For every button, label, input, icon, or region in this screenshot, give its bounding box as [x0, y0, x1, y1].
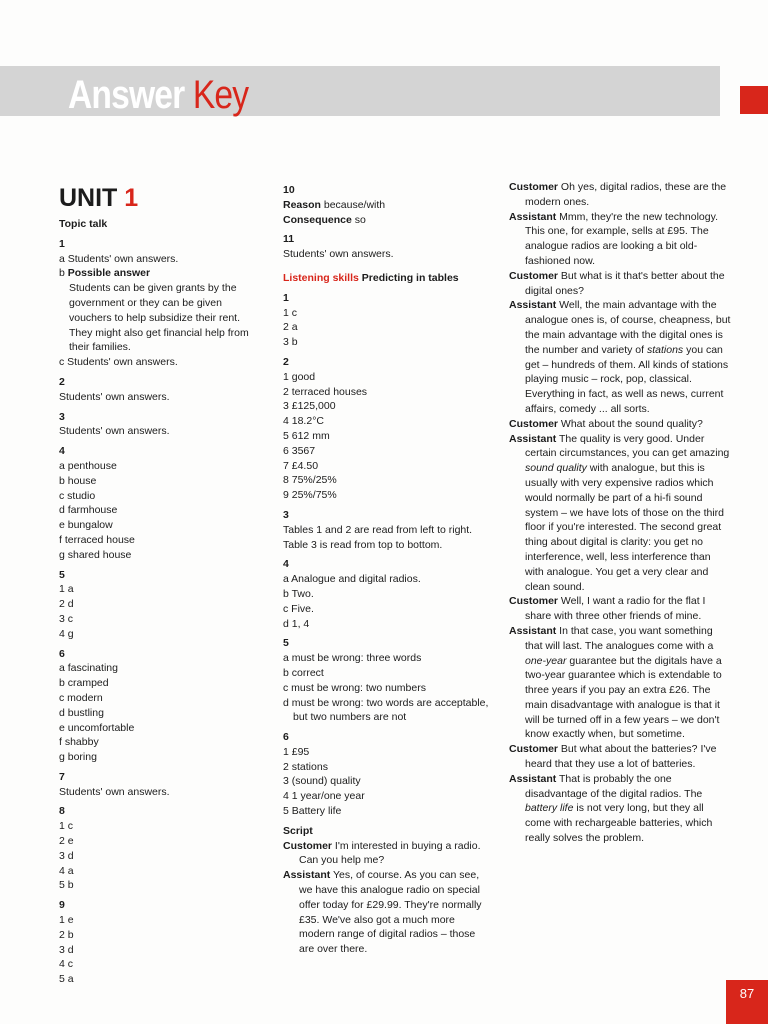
column-2	[283, 183, 493, 957]
q1-b-prefix: b	[59, 267, 65, 280]
q8-number: 8	[59, 805, 65, 818]
script-paragraph	[509, 742, 731, 772]
list-item: 4 c	[59, 958, 74, 971]
speaker-label: Assistant	[509, 432, 557, 445]
list-item: 8 75%/25%	[283, 474, 337, 487]
q11-text: Students' own answers.	[283, 248, 394, 261]
title-word-key: Key	[192, 73, 249, 117]
column-1	[59, 183, 264, 987]
q3-number: 3	[59, 410, 65, 423]
speaker-label: Assistant	[509, 210, 557, 223]
q7-number: 7	[59, 770, 65, 783]
speaker-label: Customer	[509, 269, 559, 282]
list-item: 4 a	[59, 864, 74, 877]
script-paragraph	[509, 180, 731, 210]
list-item: 7 £4.50	[283, 459, 319, 472]
emphasis-text: sound quality	[525, 462, 587, 475]
list-item: d 1, 4	[283, 617, 310, 630]
q10-consequence	[283, 213, 493, 228]
list-item: 2 d	[59, 598, 74, 611]
list-item: a penthouse	[59, 459, 117, 472]
list-item: 4 g	[59, 627, 74, 640]
script-paragraph	[509, 210, 731, 269]
list-item: 1 c	[283, 306, 298, 319]
list-item: 3 (sound) quality	[283, 775, 361, 788]
emphasis-text: stations	[647, 343, 684, 356]
q1-b-text: Students can be given grants by the government or they can be given vouchers to help subsidize their rent. They might also get financial help from their families.	[69, 282, 249, 354]
page-number-box	[726, 980, 768, 1024]
speaker-text: Well, I want a radio for the flat I share with three other friends of mine.	[525, 595, 706, 623]
list-item: d bustling	[59, 706, 104, 719]
speaker-text: Yes, of course. As you can see, we have this analogue radio on special offer today for £29.99. They're normally £35. We've also got a much more modern range of digital radios – those are over there.	[299, 869, 482, 956]
section-listening-label: Listening skills	[283, 271, 359, 284]
reason-label: Reason	[283, 198, 321, 211]
list-item: 4 1 year/one year	[283, 790, 365, 803]
q5-number: 5	[59, 568, 65, 581]
q4-number: 4	[59, 445, 65, 458]
speaker-text: I'm interested in buying a radio. Can you help me?	[299, 839, 481, 867]
speaker-label: Assistant	[283, 869, 331, 882]
list-item: 1 e	[59, 914, 74, 927]
list-item: 3 d	[59, 849, 74, 862]
list-item: f shabby	[59, 736, 99, 749]
list-item: 2 a	[283, 321, 298, 334]
speaker-text: The quality is very good. Under certain circumstances, you can get amazing	[525, 432, 730, 460]
reason-text: because/with	[320, 198, 386, 211]
speaker-text: But what about the batteries? I've heard that they use a lot of batteries.	[525, 743, 717, 771]
page-number: 87	[739, 986, 755, 1001]
q9-number: 9	[59, 899, 65, 912]
q1-a: a Students' own answers.	[59, 252, 179, 265]
list-item: 4 18.2°C	[283, 415, 324, 428]
list-item: 5 b	[59, 879, 74, 892]
speaker-label: Customer	[509, 417, 559, 430]
list-item: g boring	[59, 751, 97, 764]
list-item: 5 a	[59, 973, 74, 986]
list-item: 5 612 mm	[283, 429, 330, 442]
list-item: b correct	[283, 666, 324, 679]
speaker-label: Customer	[509, 743, 559, 756]
script-paragraph	[509, 594, 731, 624]
s1-number: 1	[283, 291, 289, 304]
speaker-text: Oh yes, digital radios, these are the modern ones.	[525, 181, 727, 208]
q1-number: 1	[59, 237, 65, 250]
q10-number: 10	[283, 184, 295, 196]
s5-number: 5	[283, 637, 289, 650]
consequence-label: Consequence	[283, 213, 352, 226]
list-item: c must be wrong: two numbers	[283, 681, 426, 694]
red-tab-decoration	[740, 86, 768, 114]
section-topic-talk: Topic talk	[59, 218, 108, 230]
q10-reason	[283, 198, 493, 213]
script-paragraph	[509, 269, 731, 299]
list-item: 2 e	[59, 835, 74, 848]
speaker-text: guarantee but the digitals have a two-year guarantee which is extendable to three years if you pay an extra £26. The main disadvantage with analogue is that it will be turned off in a few years – we don't know exactly when, but sometime.	[525, 654, 722, 741]
consequence-text: so	[351, 213, 366, 226]
list-item: e bungalow	[59, 519, 113, 532]
emphasis-text: one-year	[525, 654, 567, 667]
list-item: 3 c	[59, 612, 74, 625]
s3-number: 3	[283, 508, 289, 521]
speaker-label: Customer	[283, 839, 333, 852]
page-title	[68, 72, 248, 118]
list-item: 2 terraced houses	[283, 385, 368, 398]
list-item: c Five.	[283, 602, 314, 615]
script-paragraph	[509, 624, 731, 742]
section-listening-skills	[283, 271, 493, 286]
q1-b	[59, 266, 264, 281]
script-paragraph	[509, 417, 731, 432]
q1-c: c Students' own answers.	[59, 356, 178, 369]
list-item: d farmhouse	[59, 504, 118, 517]
list-item: f terraced house	[59, 533, 135, 546]
list-item: g shared house	[59, 548, 132, 561]
list-item: 1 c	[59, 820, 74, 833]
script-paragraph	[283, 839, 493, 869]
q1-b-label: Possible answer	[67, 267, 151, 280]
q2-number: 2	[59, 375, 65, 388]
list-item: 2 stations	[283, 760, 328, 773]
speaker-text: with analogue, but this is usually with very expensive radios which would normally be part of a hi-fi sound system – we have lots of those on the third floor if you're interested. The second great thing about digital is clarity: you get no interference, well, less interference than with analogue. You get a very clear and clean sound.	[525, 462, 725, 593]
list-item: Table 3 is read from top to bottom.	[283, 538, 443, 551]
s2-number: 2	[283, 355, 289, 368]
list-item: 5 Battery life	[283, 805, 342, 818]
list-item: b house	[59, 474, 97, 487]
list-item: 3 £125,000	[283, 400, 336, 413]
script-paragraph	[509, 772, 731, 846]
section-predicting-label: Predicting in tables	[358, 271, 459, 284]
script-label: Script	[283, 824, 313, 837]
s6-number: 6	[283, 731, 289, 744]
column-3	[509, 180, 731, 846]
list-item: a must be wrong: three words	[283, 652, 422, 665]
q6-number: 6	[59, 647, 65, 660]
speaker-text: What about the sound quality?	[558, 417, 703, 430]
s4-number: 4	[283, 558, 289, 571]
list-item: e uncomfortable	[59, 721, 135, 734]
emphasis-text: battery life	[525, 802, 574, 815]
list-item: d must be wrong: two words are acceptable, but two numbers are not	[283, 696, 489, 724]
q11-number: 11	[283, 233, 295, 246]
q7-text: Students' own answers.	[59, 785, 170, 798]
list-item: 1 good	[283, 370, 316, 383]
unit-heading	[59, 183, 264, 213]
unit-number: 1	[124, 184, 139, 212]
list-item: a fascinating	[59, 662, 118, 675]
list-item: 3 d	[59, 943, 74, 956]
speaker-text: Mmm, they're the new technology. This one, for example, sells at £95. The analogue radios are looking a bit old-fashioned now.	[525, 210, 718, 267]
script-paragraph	[283, 868, 493, 957]
list-item: 3 b	[283, 336, 298, 349]
script-paragraph	[509, 298, 731, 416]
speaker-label: Assistant	[509, 624, 557, 637]
q2-text: Students' own answers.	[59, 390, 170, 403]
title-word-answer: Answer	[68, 73, 185, 117]
q3-text: Students' own answers.	[59, 425, 170, 438]
list-item: 1 £95	[283, 745, 310, 758]
list-item: 6 3567	[283, 444, 316, 457]
list-item: 9 25%/75%	[283, 489, 337, 502]
speaker-text: is not very long, but they all come with rechargeable batteries, which really solves the problem.	[525, 802, 713, 845]
speaker-text: That is probably the one disadvantage of the digital radios. The	[525, 772, 703, 800]
script-paragraph	[509, 432, 731, 595]
speaker-text: you can get – hundreds of them. All kinds of stations playing music – rock, pop, classical. Everything in fact, as well as news, current affairs, comedy ... all sorts.	[525, 343, 729, 415]
speaker-label: Customer	[509, 181, 559, 193]
speaker-text: In that case, you want something that will last. The analogues come with a	[525, 624, 714, 652]
list-item: Tables 1 and 2 are read from left to right.	[283, 523, 473, 536]
speaker-text: But what is it that's better about the digital ones?	[525, 269, 725, 297]
list-item: a Analogue and digital radios.	[283, 573, 421, 586]
speaker-label: Assistant	[509, 299, 557, 312]
list-item: b cramped	[59, 677, 109, 690]
unit-label: UNIT	[59, 184, 118, 212]
list-item: 1 a	[59, 583, 74, 596]
speaker-label: Assistant	[509, 772, 557, 785]
list-item: 2 b	[59, 928, 74, 941]
speaker-label: Customer	[509, 595, 559, 608]
speaker-text: Well, the main advantage with the analogue ones is, of course, cheapness, but the main advantage with the digital ones is the number and variety of	[525, 299, 731, 356]
list-item: c modern	[59, 691, 103, 704]
list-item: b Two.	[283, 587, 314, 600]
list-item: c studio	[59, 489, 96, 502]
